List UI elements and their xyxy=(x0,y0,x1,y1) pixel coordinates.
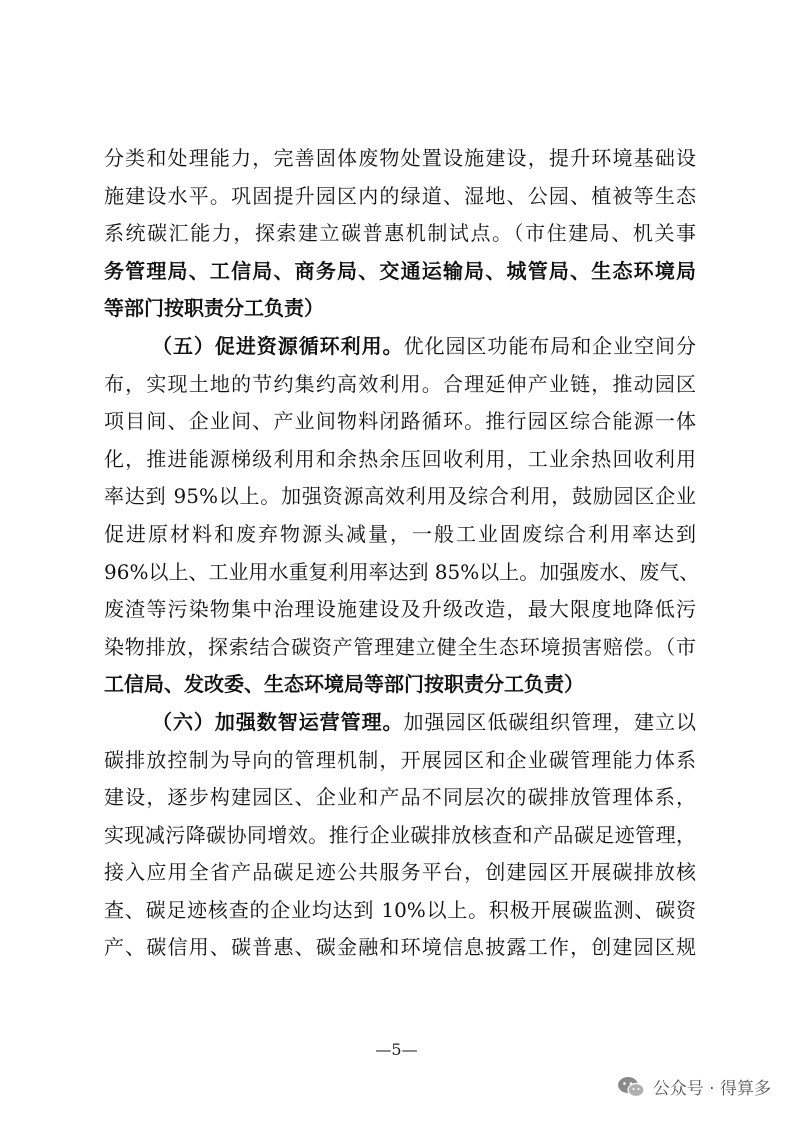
section-heading: （六）加强数智运营管理。 xyxy=(152,709,404,734)
text-line: 布，实现土地的节约集约高效利用。合理延伸产业链，推动园区 xyxy=(104,371,696,396)
wechat-logo-icon xyxy=(617,1075,645,1099)
text-line: 查、碳足迹核查的企业均达到 10%以上。积极开展碳监测、碳资 xyxy=(104,897,696,922)
text-line: 促进原材料和废弃物源头减量，一般工业固废综合利用率达到 xyxy=(104,521,696,546)
paragraph-3 xyxy=(104,704,696,967)
paragraph-2 xyxy=(104,328,700,704)
text-line: 建设，逐步构建园区、企业和产品不同层次的碳排放管理体系， xyxy=(104,785,696,810)
text-line: 废渣等污染物集中治理设施建设及升级改造，最大限度地降低污 xyxy=(104,597,696,622)
text-line: 率达到 95%以上。加强资源高效利用及综合利用，鼓励园区企业 xyxy=(104,484,696,509)
document-body xyxy=(104,140,700,967)
text-line: 实现减污降碳协同增效。推行企业碳排放核查和产品碳足迹管理， xyxy=(104,822,696,847)
text-line: 接入应用全省产品碳足迹公共服务平台，创建园区开展碳排放核 xyxy=(104,860,696,885)
text-line: 产、碳信用、碳普惠、碳金融和环境信息披露工作，创建园区规 xyxy=(104,935,696,960)
paragraph-1 xyxy=(104,140,696,328)
text-line: 96%以上、工业用水重复利用率达到 85%以上。加强废水、废气、 xyxy=(104,559,700,584)
text-line: 碳排放控制为导向的管理机制，开展园区和企业碳管理能力体系 xyxy=(104,747,696,772)
text-line: 等部门按职责分工负责） xyxy=(104,296,324,321)
text-run: 加强园区低碳组织管理，建立以 xyxy=(403,709,697,734)
page-number: —5— xyxy=(375,1040,418,1059)
text-line: 化，推进能源梯级利用和余热余压回收利用，工业余热回收利用 xyxy=(104,446,696,471)
section-heading: （五）促进资源循环利用。 xyxy=(152,333,404,358)
text-run: 优化园区功能布局和企业空间分 xyxy=(403,333,697,358)
text-line xyxy=(104,704,696,742)
text-line xyxy=(104,328,696,366)
text-line: 系统碳汇能力，探索建立碳普惠机制试点。（市住建局、机关事 xyxy=(104,221,696,246)
text-line: 施建设水平。巩固提升园区内的绿道、湿地、公园、植被等生态 xyxy=(104,183,696,208)
text-line: 染物排放，探索结合碳资产管理建立健全生态环境损害赔偿。（市 xyxy=(104,634,696,659)
text-line: 分类和处理能力，完善固体废物处置设施建设，提升环境基础设 xyxy=(104,146,696,170)
text-line: 工信局、发改委、生态环境局等部门按职责分工负责） xyxy=(104,672,584,697)
text-line: 务管理局、工信局、商务局、交通运输局、城管局、生态环境局 xyxy=(104,258,696,283)
watermark-text: 公众号 · 得算多 xyxy=(652,1079,771,1099)
text-line: 项目间、企业间、产业间物料闭路循环。推行园区综合能源一体 xyxy=(104,409,696,434)
wechat-watermark xyxy=(617,1074,771,1099)
